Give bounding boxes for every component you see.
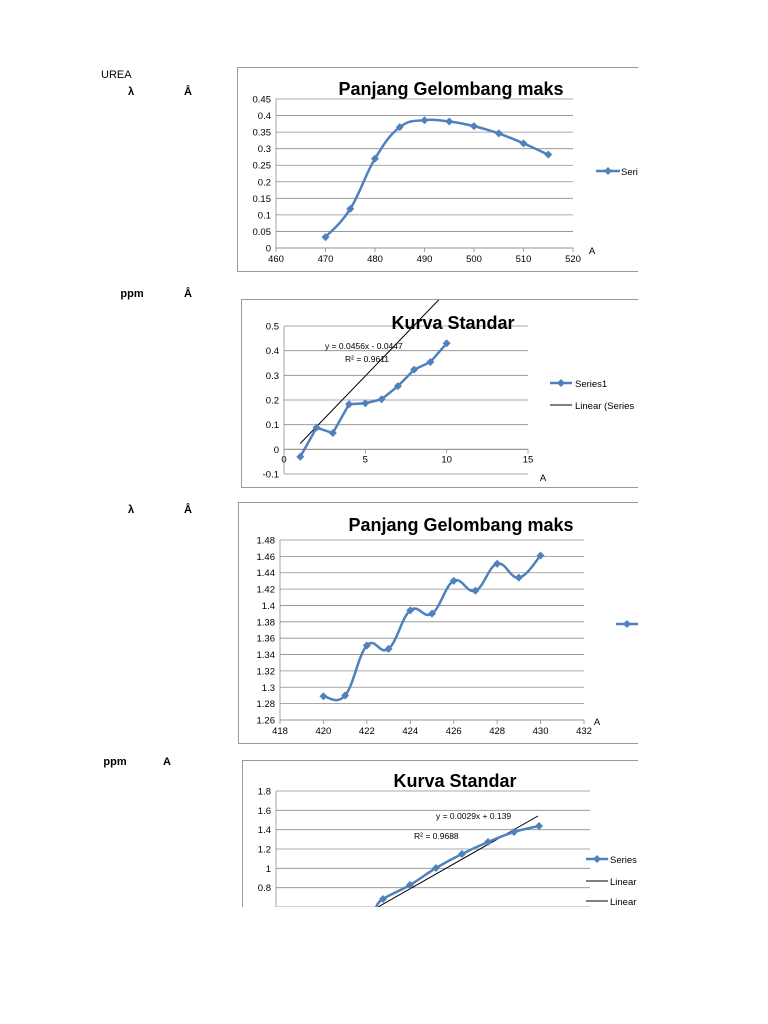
chart-title: Kurva Standar bbox=[391, 313, 515, 333]
chart-title: Kurva Standar bbox=[393, 771, 517, 791]
chart-3-svg bbox=[239, 503, 638, 743]
legend-label: Series1 bbox=[575, 379, 608, 390]
data-point bbox=[520, 139, 528, 147]
y-tick-label: -0.1 bbox=[262, 469, 279, 481]
y-tick-label: 0.25 bbox=[252, 160, 271, 172]
x-tick-label: 490 bbox=[416, 254, 433, 265]
y-tick-label: 0 bbox=[265, 243, 271, 255]
y-tick-label: 1.32 bbox=[256, 666, 275, 678]
x-axis-label: A bbox=[593, 717, 601, 728]
x-tick-label: 420 bbox=[315, 726, 332, 737]
x-tick-label: 15 bbox=[522, 454, 534, 466]
data-point bbox=[445, 118, 453, 126]
x-tick-label: 5 bbox=[362, 454, 368, 466]
y-tick-label: 0.1 bbox=[257, 210, 271, 222]
data-point bbox=[484, 838, 492, 846]
table-header-2: Å bbox=[184, 504, 192, 516]
y-tick-label: 1.26 bbox=[256, 715, 275, 727]
x-axis-label: A bbox=[588, 246, 596, 257]
y-tick-label: 0.05 bbox=[252, 226, 271, 238]
chart-1-svg bbox=[238, 68, 638, 271]
x-tick-label: 428 bbox=[489, 726, 506, 737]
data-point bbox=[421, 116, 429, 124]
x-tick-label: 520 bbox=[565, 254, 581, 265]
table-header-2: Å bbox=[184, 86, 192, 98]
chart-title: Panjang Gelombang maks bbox=[338, 79, 564, 99]
y-tick-label: 0.3 bbox=[257, 144, 271, 156]
y-tick-label: 1.2 bbox=[257, 844, 271, 856]
legend-label: Series bbox=[610, 855, 637, 866]
chart-2 bbox=[241, 299, 638, 488]
y-tick-label: 0.3 bbox=[265, 370, 279, 382]
x-tick-label: 510 bbox=[515, 254, 532, 265]
table-header-1: λ bbox=[127, 86, 135, 98]
x-tick-label: 426 bbox=[445, 726, 462, 737]
y-tick-label: 1.8 bbox=[257, 786, 271, 798]
x-tick-label: 10 bbox=[441, 454, 452, 466]
y-tick-label: 0.1 bbox=[265, 420, 279, 432]
x-tick-label: 424 bbox=[402, 726, 419, 737]
trendline-equation: y = 0.0029x + 0.139 bbox=[436, 811, 512, 821]
y-tick-label: 1.42 bbox=[256, 584, 275, 596]
x-tick-label: 418 bbox=[272, 726, 288, 737]
chart-3 bbox=[238, 502, 638, 744]
y-tick-label: 0.15 bbox=[252, 193, 271, 205]
legend-label: Linear bbox=[610, 897, 637, 907]
table-header-1: ppm bbox=[103, 756, 127, 768]
series-line bbox=[323, 556, 540, 701]
y-tick-label: 1.3 bbox=[261, 682, 275, 694]
x-tick-label: 500 bbox=[466, 254, 482, 265]
chart-1 bbox=[237, 67, 638, 272]
y-tick-label: 1.48 bbox=[256, 535, 275, 547]
y-tick-label: 1.28 bbox=[256, 699, 275, 711]
x-tick-label: 0 bbox=[281, 454, 287, 466]
y-tick-label: 1.34 bbox=[256, 650, 275, 662]
y-tick-label: 0.4 bbox=[265, 346, 279, 358]
y-tick-label: 1 bbox=[265, 863, 271, 875]
trendline-equation: y = 0.0456x - 0.0447 bbox=[325, 341, 403, 351]
table-header-2: A bbox=[163, 756, 171, 768]
chart-title: Panjang Gelombang maks bbox=[348, 515, 574, 535]
x-tick-label: 430 bbox=[532, 726, 549, 737]
legend-marker bbox=[623, 620, 631, 628]
x-axis-label: A bbox=[539, 473, 547, 484]
data-point bbox=[535, 822, 543, 830]
data-point bbox=[495, 129, 503, 137]
x-tick-label: 432 bbox=[576, 726, 592, 737]
y-tick-label: 0.2 bbox=[257, 177, 271, 189]
y-tick-label: 1.4 bbox=[257, 825, 271, 837]
y-tick-label: 1.46 bbox=[256, 551, 275, 563]
r-squared: R² = 0.9611 bbox=[345, 354, 390, 364]
data-point bbox=[319, 692, 327, 700]
y-tick-label: 1.38 bbox=[256, 617, 275, 629]
data-point bbox=[361, 399, 369, 407]
x-tick-label: 470 bbox=[317, 254, 334, 265]
legend-marker bbox=[557, 379, 565, 387]
r-squared: R² = 0.9688 bbox=[414, 831, 459, 841]
table-header-1: ppm bbox=[120, 288, 144, 300]
series-line bbox=[326, 120, 549, 237]
x-tick-label: 460 bbox=[268, 254, 284, 265]
x-tick-label: 480 bbox=[367, 254, 383, 265]
y-tick-label: 0 bbox=[273, 444, 279, 456]
y-tick-label: 1.36 bbox=[256, 633, 275, 645]
chart-4 bbox=[242, 760, 638, 907]
y-tick-label: 0.8 bbox=[257, 883, 271, 895]
legend-label: Seri bbox=[621, 167, 638, 178]
y-tick-label: 0.5 bbox=[265, 321, 279, 333]
y-tick-label: 0.45 bbox=[252, 94, 271, 106]
y-tick-label: 0.35 bbox=[252, 127, 271, 139]
table-header-2: Å bbox=[184, 288, 192, 300]
y-tick-label: 1.4 bbox=[261, 600, 275, 612]
chart-2-svg bbox=[242, 300, 638, 487]
y-tick-label: 0.4 bbox=[257, 111, 271, 123]
data-point bbox=[544, 151, 552, 159]
y-tick-label: 0.2 bbox=[265, 395, 279, 407]
legend-marker bbox=[593, 855, 601, 863]
legend-marker bbox=[604, 167, 612, 175]
data-point bbox=[470, 122, 478, 130]
table-header-1: λ bbox=[127, 504, 135, 516]
y-tick-label: 1.44 bbox=[256, 568, 275, 580]
section-label: UREA bbox=[101, 69, 132, 81]
y-tick-label: 1.6 bbox=[257, 805, 271, 817]
data-point bbox=[515, 574, 523, 582]
data-point bbox=[510, 828, 518, 836]
legend-label: Linear (Series bbox=[575, 401, 635, 412]
x-tick-label: 422 bbox=[358, 726, 375, 737]
chart-4-svg bbox=[243, 761, 638, 907]
legend-label: Linear bbox=[610, 877, 637, 888]
